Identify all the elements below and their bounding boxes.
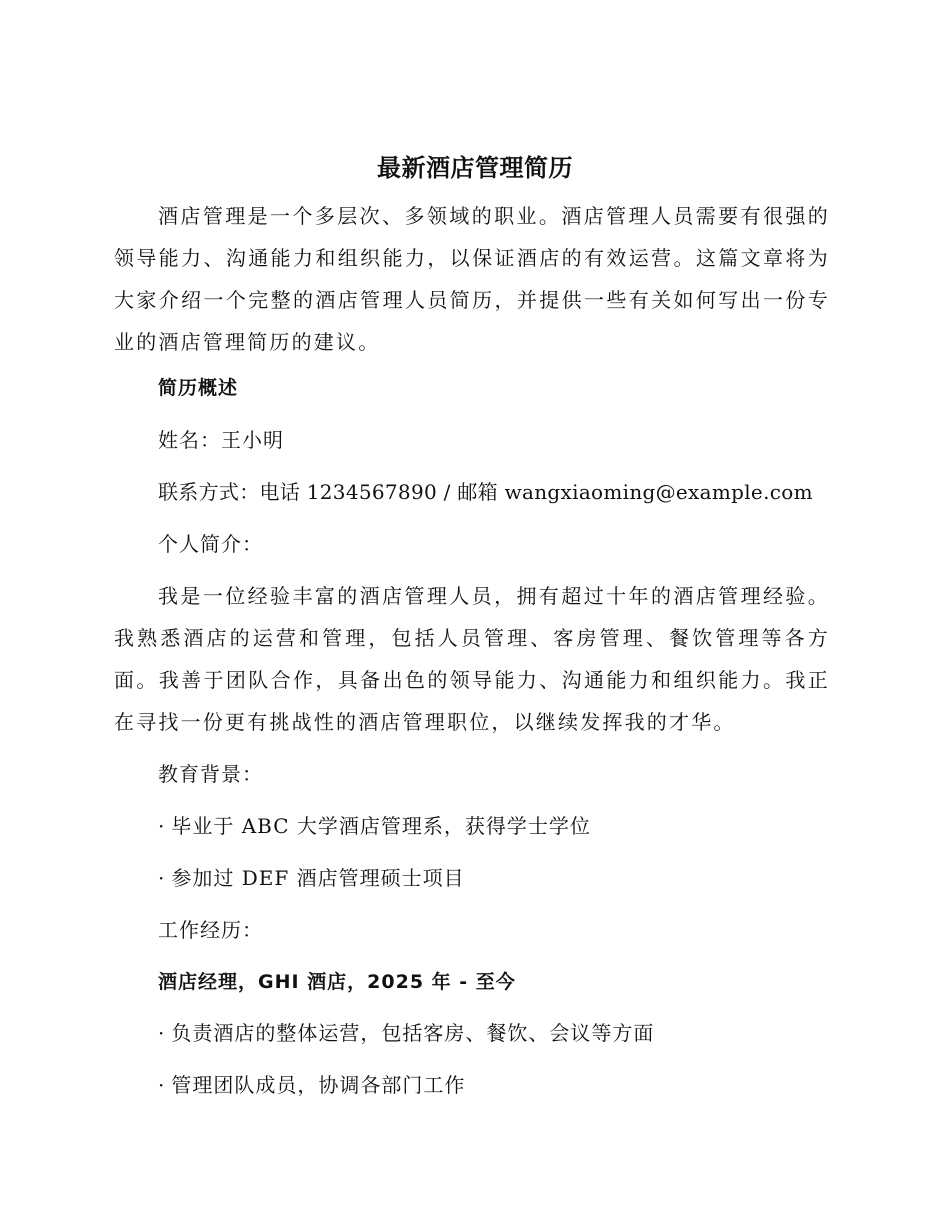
job-item-text: 管理团队成员，协调各部门工作 [171, 1073, 466, 1097]
page-title: 最新酒店管理简历 [377, 154, 573, 182]
bullet-icon: · [158, 814, 166, 838]
bullet-icon: · [158, 1073, 166, 1097]
education-label: 教育背景： [158, 762, 263, 786]
job-item [158, 1070, 465, 1100]
education-item [158, 811, 591, 841]
job-title: 酒店经理，GHI 酒店，2025 年 - 至今 [158, 971, 516, 993]
education-item [158, 863, 465, 893]
bullet-icon: · [158, 866, 166, 890]
contact-line: 联系方式：电话 1234567890 / 邮箱 wangxiaoming@example.com [158, 480, 813, 504]
job-item-text: 负责酒店的整体运营，包括客房、餐饮、会议等方面 [171, 1021, 655, 1045]
name-line: 姓名：王小明 [158, 428, 284, 452]
education-item-text: 参加过 DEF 酒店管理硕士项目 [171, 866, 465, 890]
overview-heading: 简历概述 [158, 377, 239, 399]
work-label: 工作经历： [158, 918, 263, 942]
bullet-icon: · [158, 1021, 166, 1045]
job-item [158, 1018, 654, 1048]
intro-paragraph: 酒店管理是一个多层次、多领域的职业。酒店管理人员需要有很强的领导能力、沟通能力和组织能力，以保证酒店的有效运营。这篇文章将为大家介绍一个完整的酒店管理人员简历，并提供一些有关如何写出一份专业的酒店管理简历的建议。 [114, 204, 830, 354]
profile-paragraph: 我是一位经验丰富的酒店管理人员，拥有超过十年的酒店管理经验。我熟悉酒店的运营和管理，包括人员管理、客房管理、餐饮管理等各方面。我善于团队合作，具备出色的领导能力、沟通能力和组织能力。我正在寻找一份更有挑战性的酒店管理职位，以继续发挥我的才华。 [114, 584, 830, 734]
education-item-text: 毕业于 ABC 大学酒店管理系，获得学士学位 [171, 814, 591, 838]
profile-label: 个人简介： [158, 532, 263, 556]
